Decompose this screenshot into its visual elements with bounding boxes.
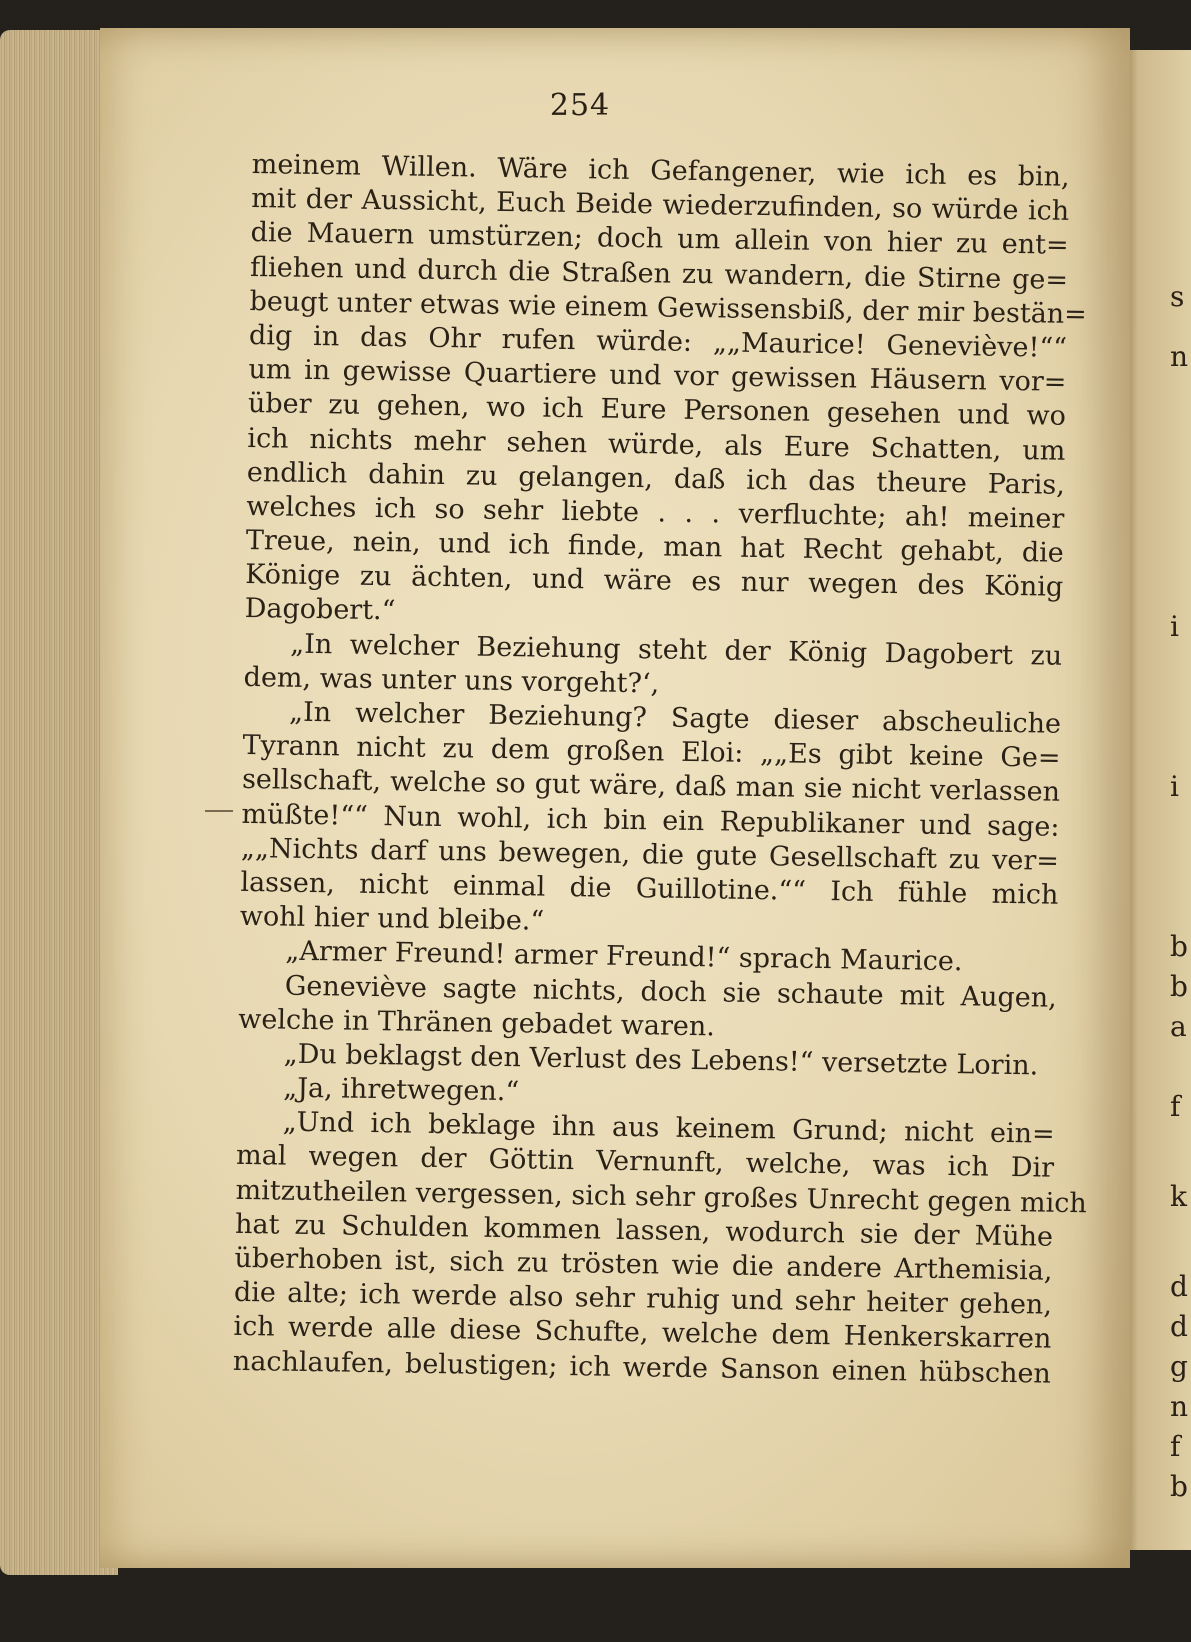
text-line: meinem Willen. Wäre ich Gefangener, wie ich es bin, bbox=[251, 148, 1070, 193]
text-line: welche in Thränen gebadet waren. bbox=[238, 1003, 716, 1043]
text-line: mitzutheilen vergessen, sich sehr großes Unrecht gegen mich bbox=[235, 1174, 1087, 1219]
next-page-fragment: n bbox=[1170, 1390, 1189, 1423]
text-line: „Du beklagst den Verlust des Lebens!“ versetzte Lorin. bbox=[283, 1038, 1039, 1082]
next-page-fragment: f bbox=[1170, 1430, 1181, 1463]
text-line: Dagobert.“ bbox=[244, 593, 396, 627]
text-line: „In welcher Beziehung steht der König Dagobert zu bbox=[289, 628, 1063, 672]
text-line: „Und ich beklage ihn aus keinem Grund; nicht ein= bbox=[282, 1106, 1055, 1150]
text-line: endlich dahin zu gelangen, daß ich das theure Paris, bbox=[246, 456, 1066, 501]
text-line: um in gewisse Quartiere und vor gewissen Häusern vor= bbox=[248, 354, 1067, 398]
text-line: über zu gehen, wo ich Eure Personen gesehen und wo bbox=[247, 388, 1067, 433]
margin-mark bbox=[205, 810, 233, 812]
next-page-fragment: k bbox=[1170, 1180, 1187, 1213]
next-page-fragment: b bbox=[1170, 1470, 1188, 1503]
text-line: Geneviève sagte nichts, doch sie schaute mit Augen, bbox=[284, 970, 1057, 1014]
text-line: beugt unter etwas wie einem Gewissensbiß, der mir bestän= bbox=[249, 285, 1088, 330]
text-line: überhoben ist, sich zu trösten wie die andere Arthemisia, bbox=[234, 1242, 1053, 1287]
text-line: mal wegen der Göttin Vernunft, welche, was ich Dir bbox=[235, 1140, 1055, 1185]
page-text bbox=[232, 148, 1088, 1391]
text-line: Tyrann nicht zu dem großen Eloi: „„Es gibt keine Ge= bbox=[242, 730, 1061, 774]
text-line: wohl hier und bleibe.“ bbox=[239, 901, 545, 937]
text-line: welches ich so sehr liebte . . . verfluchte; ah! meiner bbox=[246, 490, 1065, 535]
text-line: dem, was unter uns vorgeht?‘, bbox=[243, 661, 660, 700]
next-page-fragment: f bbox=[1170, 1090, 1181, 1123]
text-line: Könige zu ächten, und wäre es nur wegen des König bbox=[245, 559, 1064, 604]
text-line: nachlaufen, belustigen; ich werde Sanson einen hübschen bbox=[232, 1345, 1052, 1390]
next-page-fragment: g bbox=[1170, 1350, 1188, 1383]
text-line: die Mauern umstürzen; doch um allein von hier zu ent= bbox=[250, 217, 1069, 262]
text-line: die alte; ich werde also sehr ruhig und sehr heiter gehen, bbox=[233, 1277, 1053, 1321]
next-page-fragment: d bbox=[1170, 1310, 1188, 1343]
text-line: Treue, nein, und ich finde, man hat Recht gehabt, die bbox=[245, 525, 1064, 569]
text-line: ich nichts mehr sehen würde, als Eure Schatten, um bbox=[247, 422, 1066, 467]
text-line: müßte!““ Nun wohl, ich bin ein Republikaner und sage: bbox=[241, 798, 1060, 843]
text-line: „In welcher Beziehung? Sagte dieser abscheuliche bbox=[288, 696, 1062, 740]
next-page-fragment: d bbox=[1170, 1270, 1188, 1303]
next-page-fragment: a bbox=[1170, 1010, 1187, 1043]
next-page-fragment: s bbox=[1170, 280, 1185, 313]
next-page-fragment: i bbox=[1170, 770, 1179, 803]
text-line: mit der Aussicht, Euch Beide wiederzufinden, so würde ich bbox=[250, 183, 1070, 228]
next-page-fragment: n bbox=[1170, 340, 1189, 373]
text-line: „„Nichts darf uns bewegen, die gute Gesellschaft zu ver= bbox=[240, 832, 1060, 877]
text-line: hat zu Schulden kommen lassen, wodurch sie der Mühe bbox=[234, 1208, 1054, 1253]
text-line: „Ja, ihretwegen.“ bbox=[282, 1072, 520, 1108]
text-line: fliehen und durch die Straßen zu wandern, die Stirne ge= bbox=[249, 251, 1069, 296]
text-line: dig in das Ohr rufen würde: „„Maurice! Geneviève!““ bbox=[248, 319, 1068, 364]
text-line: „Armer Freund! armer Freund!“ sprach Maurice. bbox=[285, 935, 963, 978]
next-page-fragment: i bbox=[1170, 610, 1179, 643]
next-page-fragment: b bbox=[1170, 970, 1188, 1003]
text-line: sellschaft, welche so gut wäre, daß man sie nicht verlassen bbox=[241, 764, 1061, 809]
text-line: lassen, nicht einmal die Guillotine.““ Ich fühle mich bbox=[240, 866, 1059, 911]
text-line: ich werde alle diese Schufte, welche dem Henkerskarren bbox=[233, 1311, 1052, 1356]
page-number: 254 bbox=[549, 88, 611, 123]
next-page-fragment: b bbox=[1170, 930, 1188, 963]
